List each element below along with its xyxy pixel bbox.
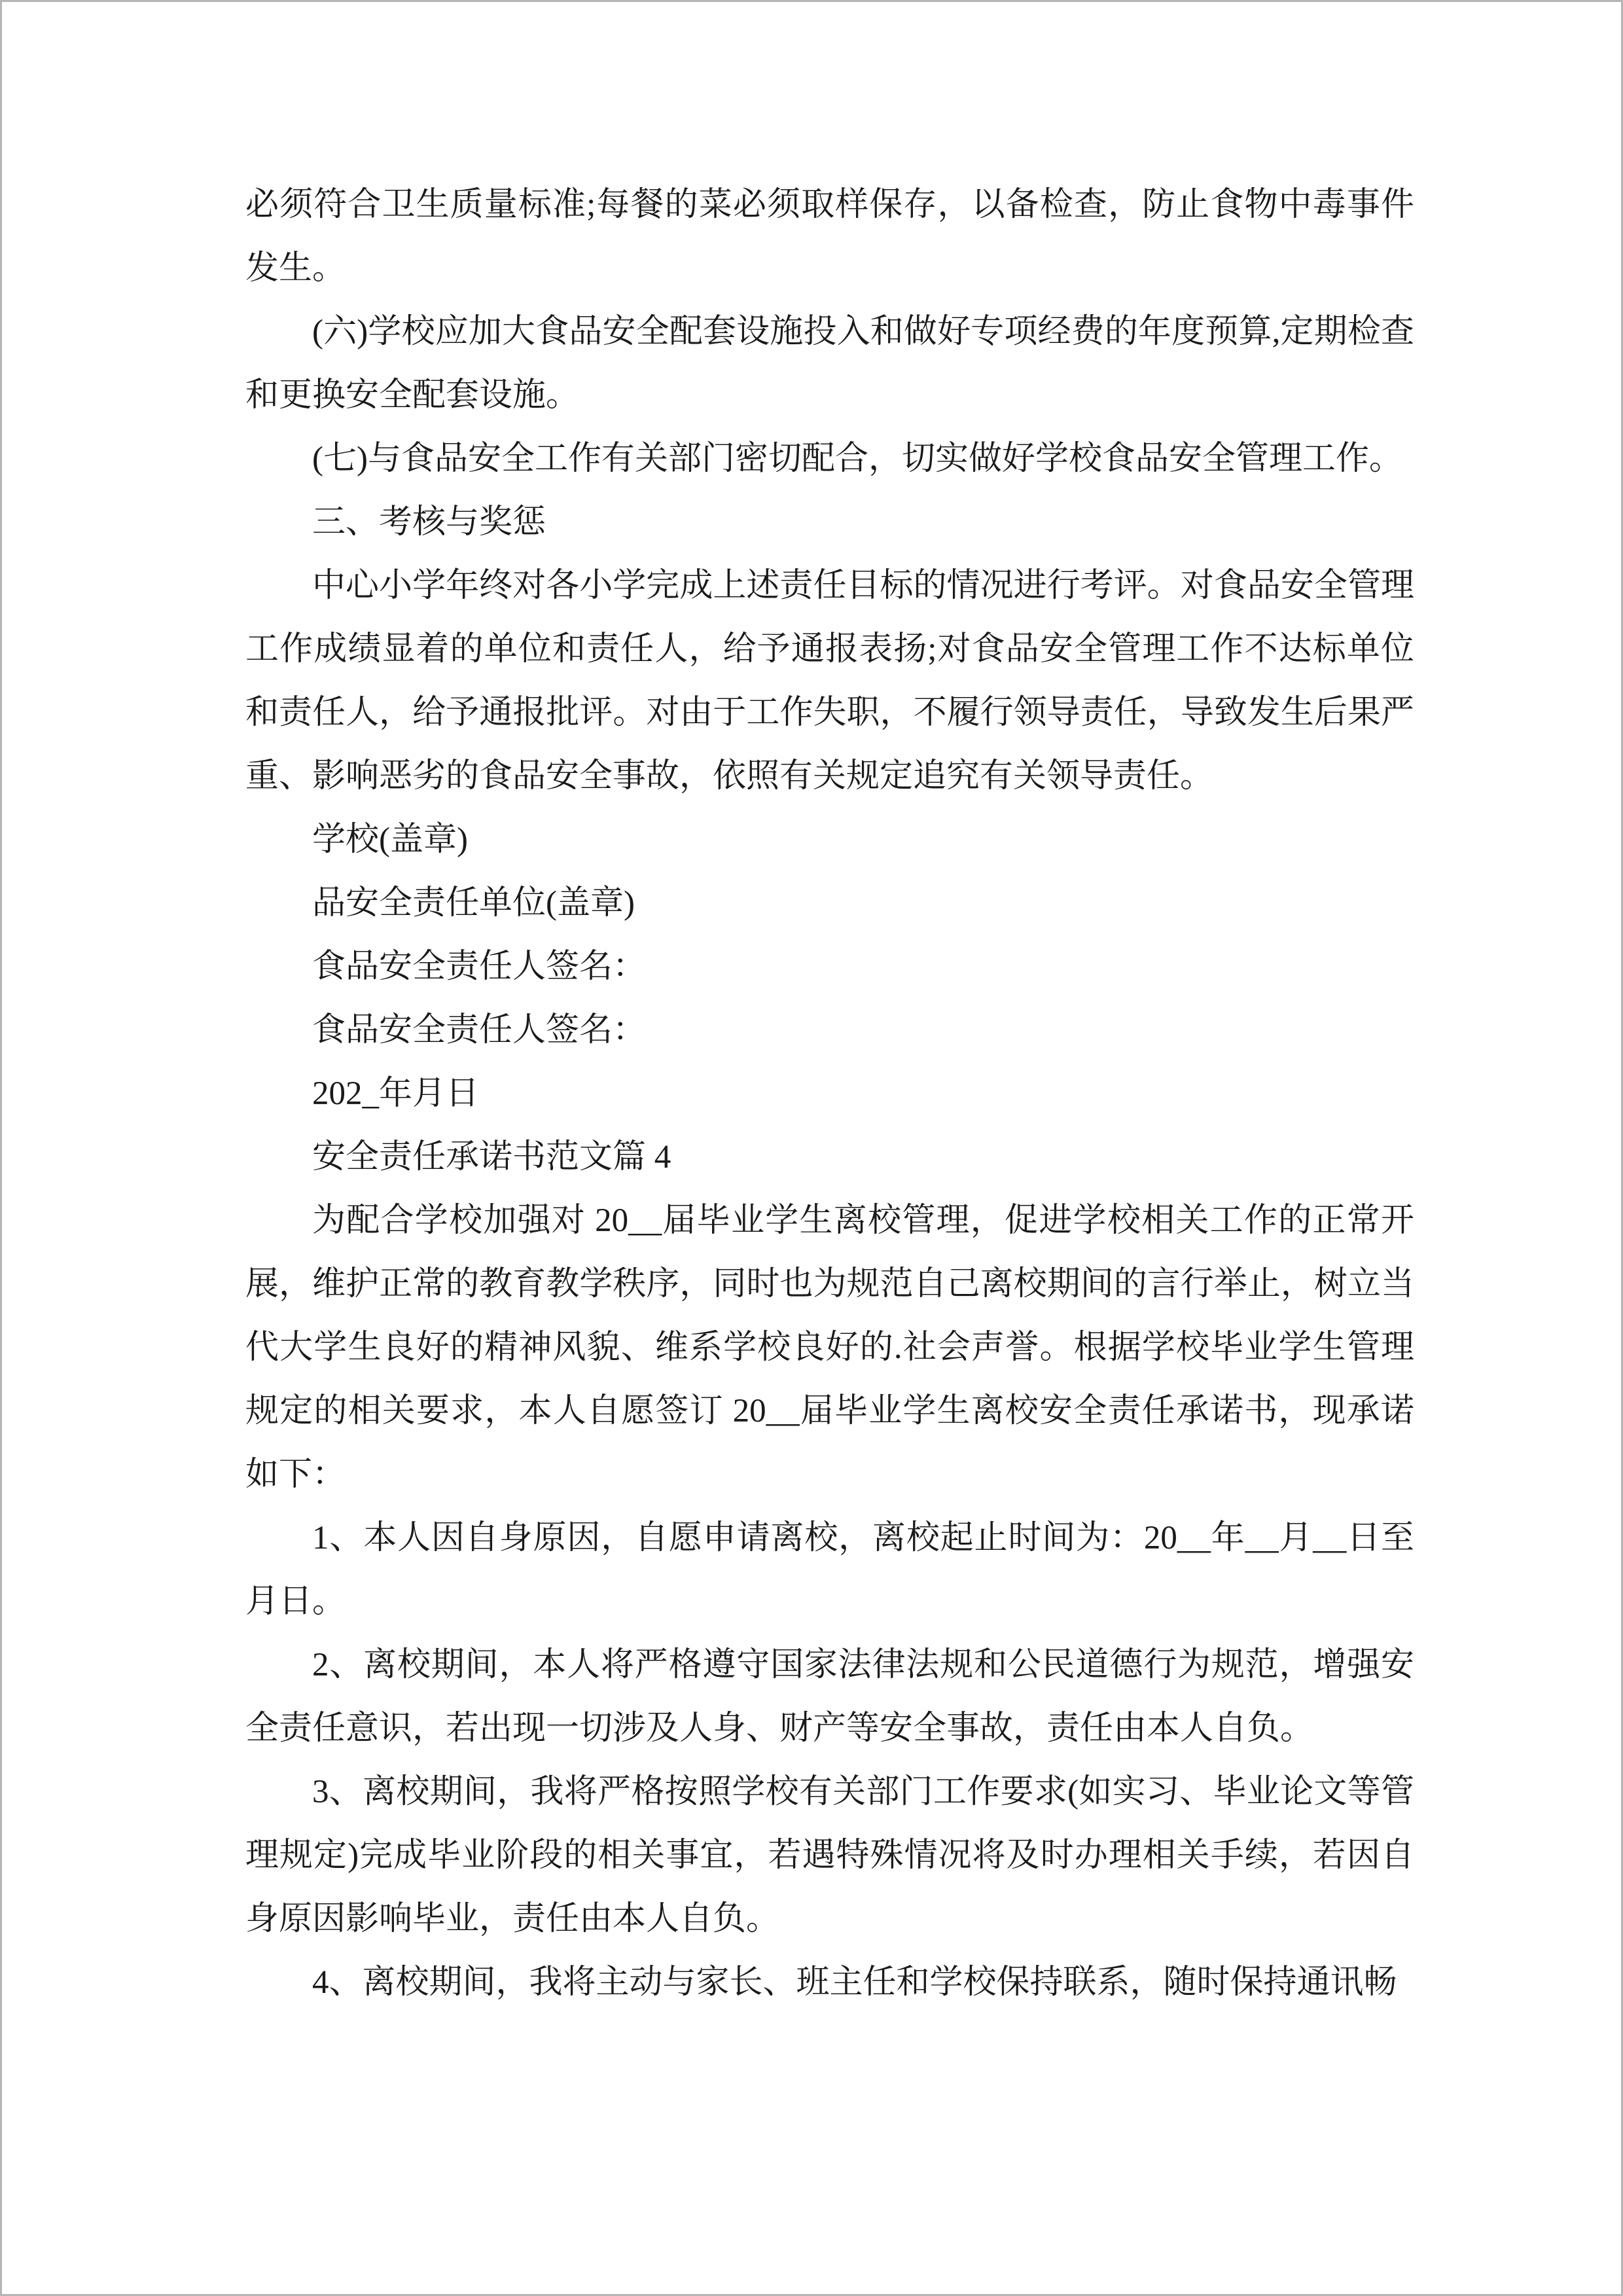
paragraph: 安全责任承诺书范文篇 4 [312,1139,671,1175]
paragraph: 三、考核与奖惩 [312,504,546,541]
paragraph: (六)学校应加大食品安全配套设施投入和做好专项经费的年度预算,定期检查和更换安全配套设施。 [245,314,1414,414]
paragraph: 食品安全责任人签名： [312,948,647,985]
document-content [2,2,1621,2015]
paragraph: 2、离校期间，本人将严格遵守国家法律法规和公民道德行为规范，增强安全责任意识，若出现一切涉及人身、财产等安全事故，责任由本人自负。 [245,1647,1414,1747]
paragraph: 中心小学年终对各小学完成上述责任目标的情况进行考评。对食品安全管理工作成绩显着的单位和责任人，给予通报表扬;对食品安全管理工作不达标单位和责任人，给予通报批评。对由于工作失职，不履行领导责任，导致发生后果严重、影响恶劣的食品安全事故，依照有关规定追究有关领导责任。 [245,567,1414,795]
paragraph: 3、离校期间，我将严格按照学校有关部门工作要求(如实习、毕业论文等管理规定)完成毕业阶段的相关事宜，若遇特殊情况将及时办理相关手续，若因自身原因影响毕业，责任由本人自负。 [245,1774,1414,1937]
paragraph: (七)与食品安全工作有关部门密切配合，切实做好学校食品安全管理工作。 [312,440,1402,477]
paragraph: 为配合学校加强对 20__届毕业学生离校管理，促进学校相关工作的正常开展，维护正常的教育教学秩序，同时也为规范自己离校期间的言行举止，树立当代大学生良好的精神风貌、维系学校良好的.社会声誉。根据学校毕业学生管理规定的相关要求，本人自愿签订 20__届毕业学生离校安全责任承诺书，现承诺如下： [245,1202,1414,1493]
paragraph: 202_年月日 [312,1075,480,1112]
paragraph: 品安全责任单位(盖章) [312,885,635,922]
paragraph: 1、本人因自身原因，自愿申请离校，离校起止时间为：20__年__月__日至月日。 [245,1520,1414,1620]
paragraph: 必须符合卫生质量标准;每餐的菜必须取样保存，以备检查，防止食物中毒事件发生。 [245,187,1414,287]
paragraph: 食品安全责任人签名： [312,1012,647,1049]
paragraph: 学校(盖章) [312,821,468,858]
paragraph: 4、离校期间，我将主动与家长、班主任和学校保持联系，随时保持通讯畅 [312,1964,1397,2001]
